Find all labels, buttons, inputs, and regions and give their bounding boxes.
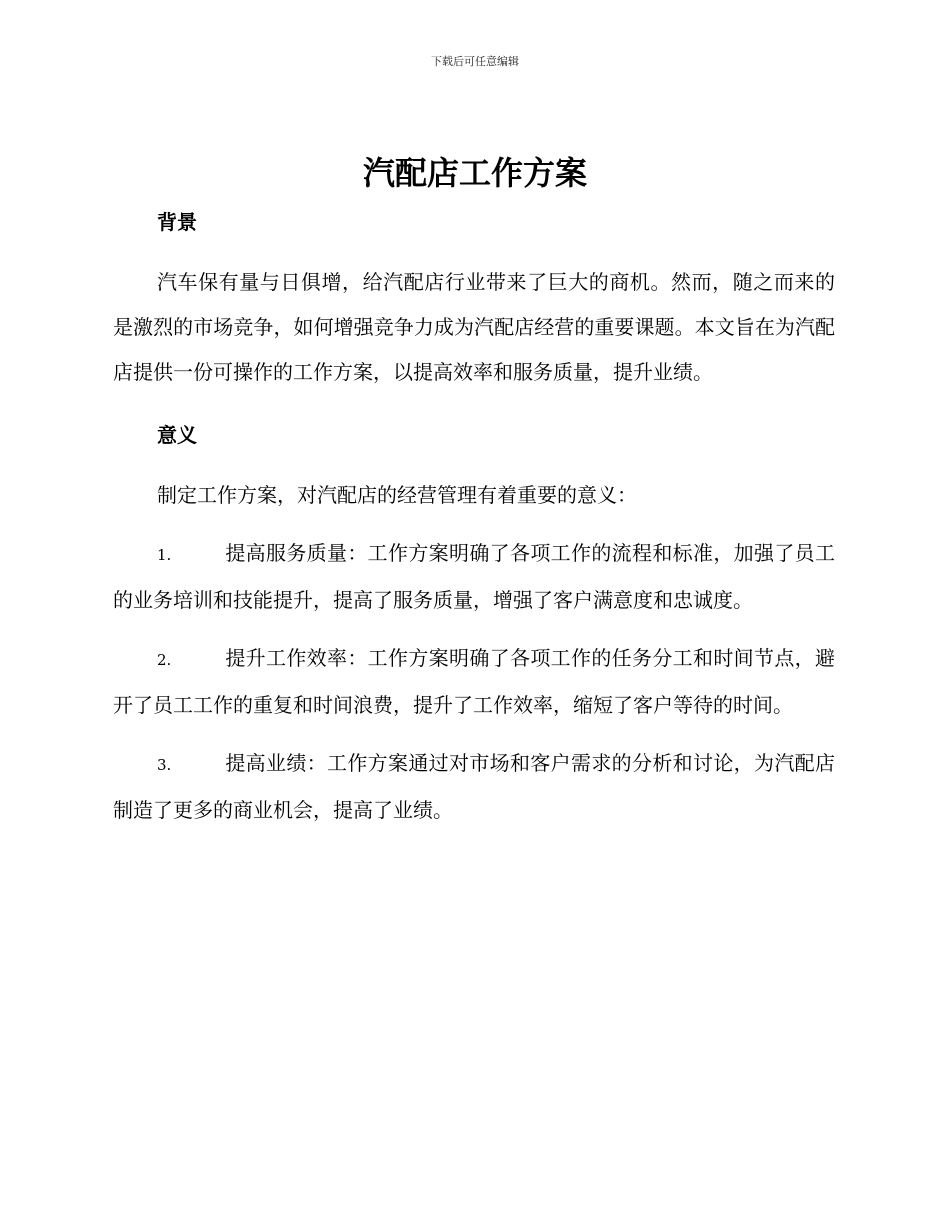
list-item-text: 提高服务质量：工作方案明确了各项工作的流程和标准，加强了员工的业务培训和技能提升，提高了服务质量，增强了客户满意度和忠诚度。 [113,541,835,612]
background-paragraph: 汽车保有量与日俱增，给汽配店行业带来了巨大的商机。然而，随之而来的是激烈的市场竞争，如何增强竞争力成为汽配店经营的重要课题。本文旨在为汽配店提供一份可操作的工作方案，以提高效率和服务质量，提升业绩。 [113,270,835,384]
list-item-number: 3. [157,756,172,774]
list-item-text: 提高业绩：工作方案通过对市场和客户需求的分析和讨论，为汽配店制造了更多的商业机会，提高了业绩。 [113,751,835,822]
document-body [113,204,835,833]
list-item-text: 提升工作效率：工作方案明确了各项工作的任务分工和时间节点，避开了员工工作的重复和时间浪费，提升了工作效率，缩短了客户等待的时间。 [113,646,835,717]
list-item [113,531,835,623]
section-heading-significance: 意义 [157,423,197,447]
document-title: 汽配店工作方案 [362,154,587,192]
list-item-number: 2. [157,651,172,669]
significance-intro-paragraph: 制定工作方案，对汽配店的经营管理有着重要的意义： [157,483,637,507]
list-item [113,636,835,728]
page-header-note: 下载后可任意编辑 [431,55,519,68]
list-item-number: 1. [157,546,172,564]
section-heading-background: 背景 [157,210,197,234]
list-item [113,741,835,833]
